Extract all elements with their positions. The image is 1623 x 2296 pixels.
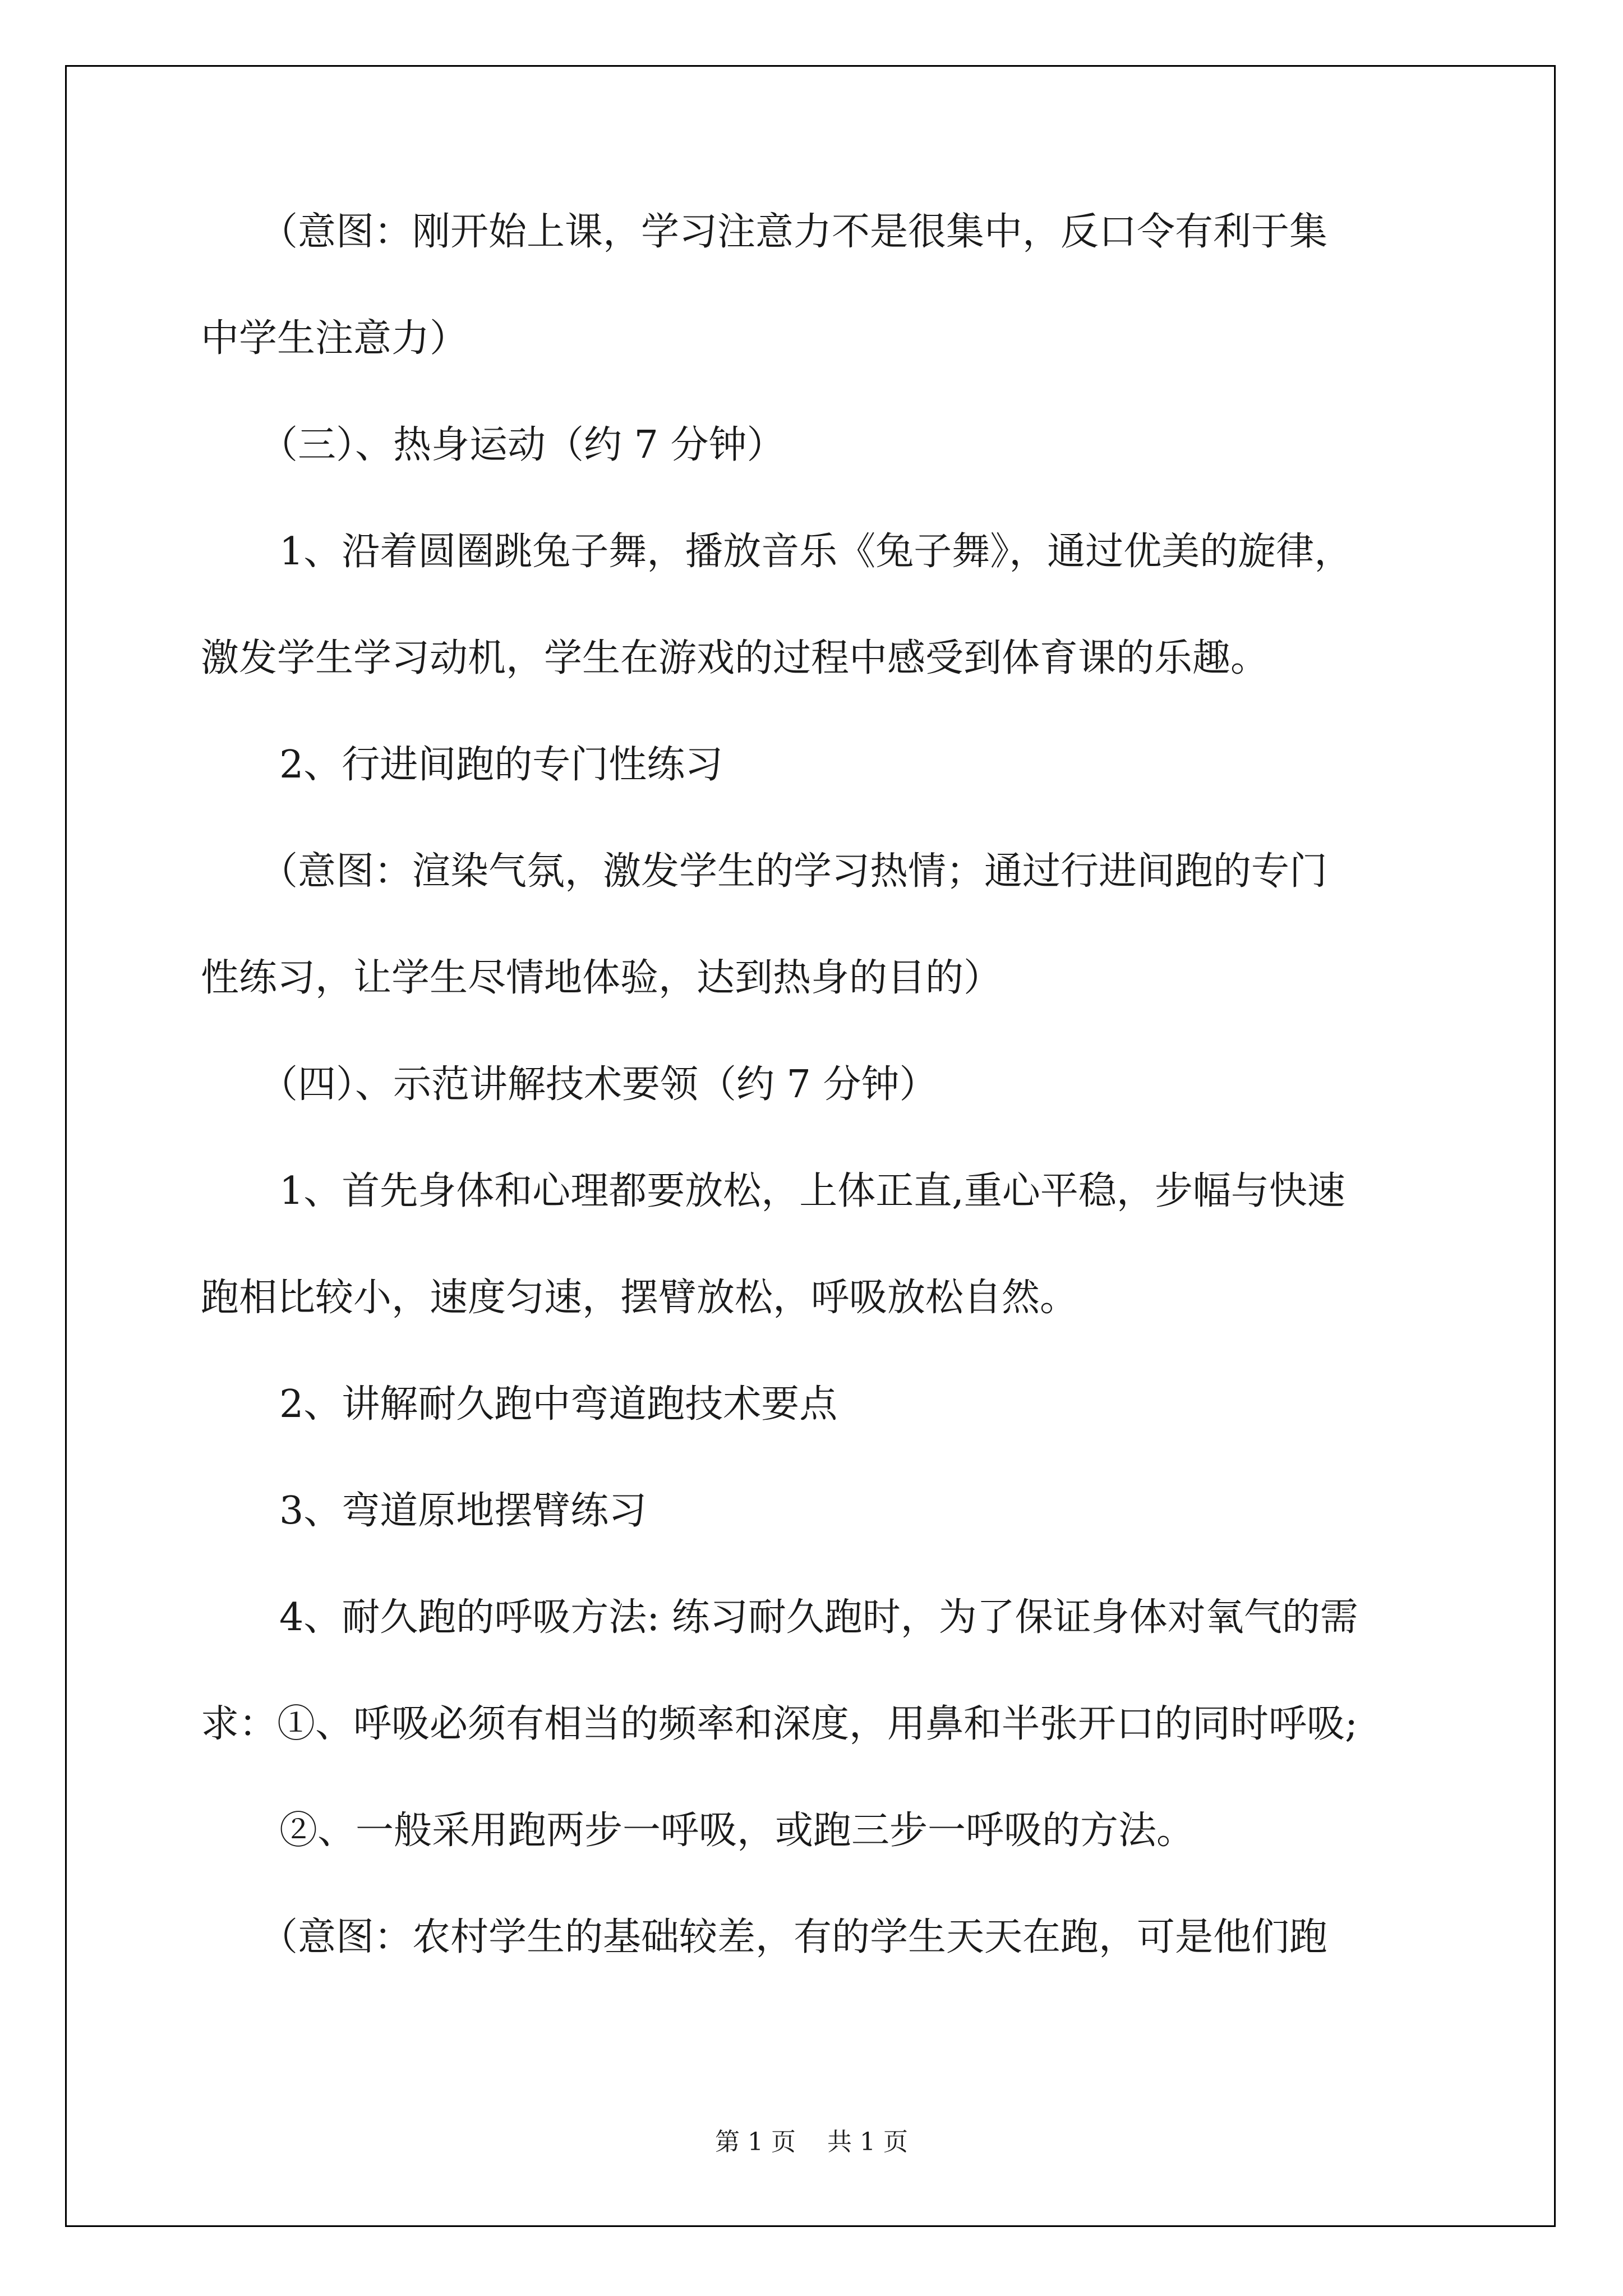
paragraph-line: 2、行进间跑的专门性练习 (279, 743, 723, 787)
paragraph-line: 1、沿着圆圈跳兔子舞，播放音乐《兔子舞》，通过优美的旋律， (279, 530, 1353, 574)
paragraph-line: （意图：农村学生的基础较差，有的学生天天在跑，可是他们跑 (260, 1915, 1328, 1959)
section-heading: （三）、热身运动（约 7 分钟） (260, 423, 785, 467)
paragraph-line: 求：①、呼吸必须有相当的频率和深度，用鼻和半张开口的同时呼吸; (201, 1702, 1358, 1746)
paragraph-line: 2、讲解耐久跑中弯道跑技术要点 (279, 1382, 838, 1427)
paragraph-line: 性练习，让学生尽情地体验，达到热身的目的） (201, 956, 1002, 1000)
page-number-current: 第 1 页 (715, 2128, 796, 2156)
page-footer (0, 2130, 1623, 2155)
paragraph-line: 激发学生学习动机，学生在游戏的过程中感受到体育课的乐趣。 (201, 636, 1269, 680)
page-number-total: 共 1 页 (827, 2128, 908, 2156)
paragraph-line: ②、一般采用跑两步一呼吸，或跑三步一呼吸的方法。 (279, 1809, 1195, 1853)
paragraph-line: 4、耐久跑的呼吸方法: 练习耐久跑时，为了保证身体对氧气的需 (279, 1595, 1358, 1640)
paragraph-line: （意图：渲染气氛，激发学生的学习热情；通过行进间跑的专门 (260, 849, 1328, 894)
section-heading: （四）、示范讲解技术要领（约 7 分钟） (260, 1062, 938, 1107)
paragraph-line: 跑相比较小，速度匀速，摆臂放松，呼吸放松自然。 (201, 1276, 1078, 1320)
paragraph-line: 1、首先身体和心理都要放松，上体正直,重心平稳，步幅与快速 (279, 1169, 1345, 1213)
paragraph-line: 3、弯道原地摆臂练习 (279, 1489, 647, 1533)
paragraph-line: （意图：刚开始上课，学习注意力不是很集中，反口令有利于集 (260, 210, 1328, 254)
paragraph-line: 中学生注意力） (201, 316, 468, 361)
page-border (65, 65, 1556, 2227)
